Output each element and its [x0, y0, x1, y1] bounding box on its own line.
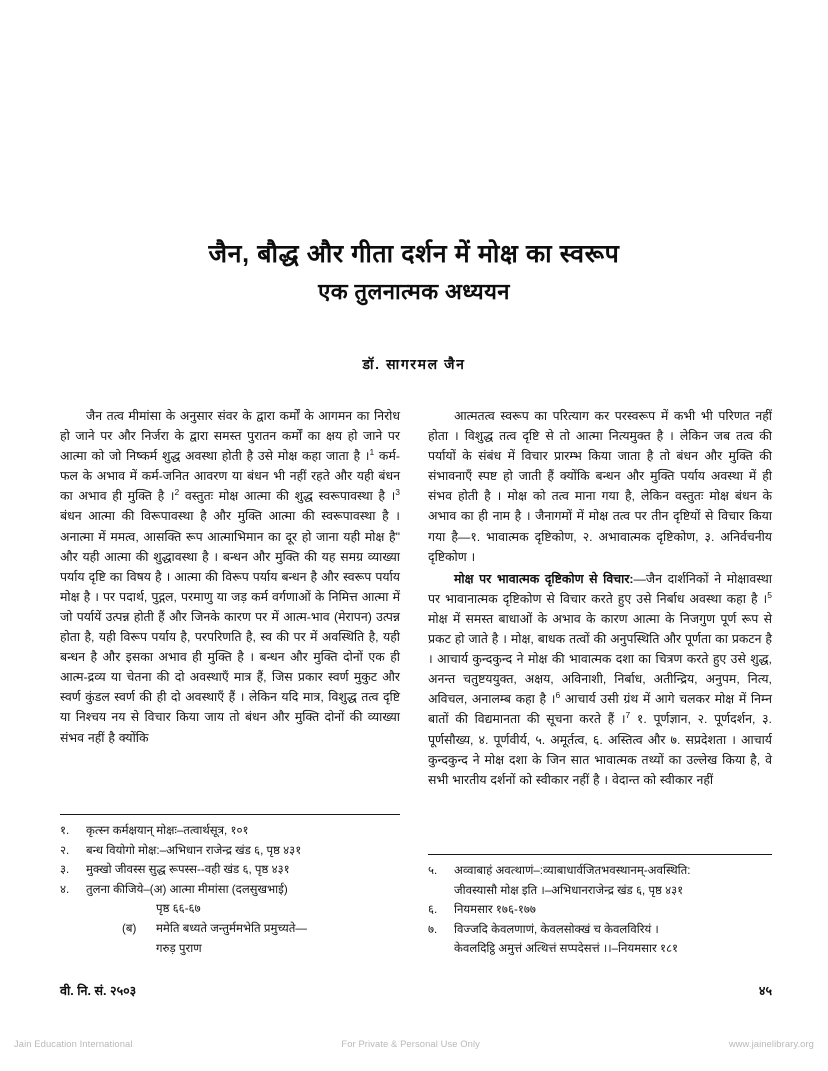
footnote-text: तुलना कीजिये–(अ) आत्मा मीमांसा (दलसुखभाई) [86, 882, 288, 896]
left-p1-seg-c: वस्तुतः मोक्ष आत्मा की शुद्ध स्वरूपावस्था है । [179, 489, 396, 504]
left-p1-seg-a: जैन तत्व मीमांसा के अनुसार संवर के द्वारा कर्मों के आगमन का निरोध हो जाने पर और निर्जरा के द्वारा समस्त पुरातन कर्मों का क्षय हो जाने पर आत्मा को जो निष्कर्म शुद्ध अवस्था होती है उसे मोक्ष कहा जाता है । [60, 409, 400, 464]
footnote-number: ६. [428, 903, 438, 917]
article-subtitle: एक तुलनात्मक अध्ययन [318, 279, 510, 304]
right-column-text [428, 406, 772, 790]
footnote-ref-3: 3 [395, 487, 400, 498]
volume-info: वी. नि. सं. २५०३ [60, 984, 137, 998]
left-column-text [60, 406, 400, 748]
footnote-subitem-text: ममेति बध्यते जन्तुर्ममभेति प्रमुच्यते— [156, 921, 307, 935]
footnote-rule-left [60, 814, 400, 815]
right-p2-seg-d: १. पूर्णज्ञान, २. पूर्णदर्शन, ३. पूर्णसौख्य, ४. पूर्णवीर्य, ५. अमूर्तत्व, ६. अस्तित्व और ७. सप्रदेशता । आचार्य कुन्दकुन्द ने मोक्ष दशा के जिन सात भावात्मक तथ्यों का उल्लेख किया है, वे सभी भारतीय दर्शनों को स्वीकार नहीं है । वेदान्त को स्वीकार नहीं [428, 712, 772, 787]
footnote-text: विज्जदि केवलणाणं, केवलसोक्खं च केवलविरियं । [454, 922, 659, 936]
footnote-item [60, 880, 400, 900]
footnote-ref-2: 2 [174, 487, 180, 498]
left-footnote-list [60, 821, 400, 958]
article-author: डॉ. सागरमल जैन [362, 356, 466, 372]
right-footnote-block [428, 854, 772, 959]
footnote-continuation: जीवस्यासौ मोक्ष इति ।–अभिधानराजेन्द्र खंड ६, पृष्ठ ४३१ [454, 883, 684, 897]
watermark-left: Jain Education International [14, 1038, 133, 1049]
footnote-ref-1: 1 [369, 447, 375, 458]
footnote-continuation: पृष्ठ ६६-६७ [156, 902, 201, 916]
footnote-text: बन्ध वियोगो मोक्ष:–अभिधान राजेन्द्र खंड ६, पृष्ठ ४३१ [86, 843, 302, 857]
footnote-text: नियमसार १७६-१७७ [454, 903, 536, 917]
footnote-number: ७. [428, 922, 438, 936]
footnote-number: १. [60, 824, 70, 837]
title-block [60, 238, 768, 307]
footnote-number: २. [60, 843, 70, 857]
right-paragraph-1: आत्मतत्व स्वरूप का परित्याग कर परस्वरूप में कभी भी परिणत नहीं होता । विशुद्ध तत्व दृष्टि से तो आत्मा नित्यमुक्त है । लेकिन जब तत्व की पर्यायों के संबंध में विचार प्रारम्भ किया जाता है तो बंधन और मुक्ति की संभावनाएँ स्पष्ट हो जाती हैं क्योंकि बन्धन और मुक्ति पर्याय अवस्था में ही संभव होती है । मोक्ष को तत्व माना गया है, लेकिन वस्तुतः मोक्ष बंधन के अभाव का ही नाम है । जैनागमों में मोक्ष तत्व पर तीन दृष्टियों से विचार किया गया है—१. भावात्मक दृष्टिकोण, २. अभावात्मक दृष्टिकोण, ३. अनिर्वचनीय दृष्टिकोण । [428, 409, 772, 564]
digital-library-watermark [0, 1038, 828, 1049]
footnote-ref-6: 6 [555, 690, 561, 701]
footnote-text: मुक्खो जीवस्स सुद्ध रूपस्स--वही खंड ६, पृष्ठ ४३१ [86, 863, 290, 877]
section-heading-bhavatmak: मोक्ष पर भावात्मक दृष्टिकोण से विचार: [454, 571, 634, 586]
page-footer [60, 982, 772, 999]
footnote-item [60, 860, 400, 880]
footnote-item [428, 900, 772, 920]
left-column [60, 406, 400, 790]
footnote-subitem [60, 919, 400, 939]
footnote-item [60, 821, 400, 841]
footnote-number: ३. [60, 863, 70, 877]
right-p2-seg-a: —जैन दार्शनिकों ने मोक्षावस्था पर भावानात्मक दृष्टिकोण से विचार करते हुए उसे निर्बाध अवस्था कहा है । [428, 571, 772, 606]
article-title-line-1: जैन, बौद्ध और गीता दर्शन में मोक्ष का स्वरूप [208, 240, 620, 268]
body-columns [60, 406, 772, 790]
left-paragraph-1 [60, 406, 400, 748]
footnote-rule-right [428, 854, 772, 855]
right-footnote-list [428, 861, 772, 959]
footnote-ref-7: 7 [625, 710, 631, 721]
page-number: ४५ [758, 984, 772, 998]
right-column [428, 406, 772, 790]
right-paragraph-2 [428, 569, 772, 790]
footnote-number: ४. [60, 882, 70, 896]
right-p2-seg-c: आचार्य उसी ग्रंथ में आगे चलकर मोक्ष में निम्न बातों की विद्यमानता की सूचना करते हैं । [428, 692, 773, 727]
left-footnote-block [60, 814, 400, 958]
footnote-item [428, 920, 772, 940]
watermark-right: www.jainelibrary.org [728, 1038, 814, 1049]
footnote-item [428, 861, 772, 881]
footnote-continuation: केवलदिट्ठि अमुत्तं अत्थित्तं सप्पदेसत्तं ।।–नियमसार १८१ [454, 942, 679, 956]
left-p1-seg-d: बंधन आत्मा की विरूपावस्था है और मुक्ति आत्मा की स्वरूपावस्था है । अनात्मा में ममत्व, आसक्ति रूप आत्माभिमान का दूर हो जाना यही मोक्ष है" और यही आत्मा की शुद्धावस्था है । बन्धन और मुक्ति की यह समग्र व्याख्या पर्याय दृष्टि का विषय है । आत्मा की विरूप पर्याय बन्धन है और स्वरूप पर्याय मोक्ष है । पर पदार्थ, पुद्गल, परमाणु या जड़ कर्म वर्गणाओं के निमित्त आत्मा में जो पर्यायें उत्पन्न होती हैं और जिनके कारण पर में आत्म-भाव (मेरापन) उत्पन्न होता है, यही विरूप पर्याय है, परपरिणति है, स्व की पर में अवस्थिति है, यही बन्धन है और इसका अभाव ही मुक्ति है । बन्धन और मुक्ति दोनों एक ही आत्म-द्रव्य या चेतना की दो अवस्थाएँ मात्र हैं, जिस प्रकार स्वर्ण मुकुट और स्वर्ण कुंडल स्वर्ण की ही दो अवस्थाएँ हैं । लेकिन यदि मात्र, विशुद्ध तत्व दृष्टि या निश्चय नय से विचार किया जाय तो बंधन और मुक्ति दोनों की व्याख्या संभव नहीं है क्योंकि [60, 509, 400, 745]
footnote-subitem-label: (ब) [122, 921, 137, 935]
footnote-text: कृत्स्न कर्मक्षयान् मोक्षः–तत्वार्थसूत्र, १०१ [86, 824, 249, 837]
watermark-center: For Private & Personal Use Only [341, 1038, 480, 1049]
footnote-item [60, 841, 400, 861]
footnote-subitem-continuation: गरुड़ पुराण [156, 941, 202, 955]
footnote-text: अव्वाबाहं अवत्थाणं–:व्याबाधार्वजितभवस्थानम्-अवस्थिति: [454, 864, 691, 877]
footnote-ref-5: 5 [767, 589, 772, 600]
left-p1-seg-b: कर्म-फल के अभाव में कर्म-जनित आवरण या बंधन भी नहीं रहते और यही बंधन का अभाव ही मुक्ति है । [60, 449, 400, 504]
footnote-number: ५. [428, 864, 438, 877]
right-p2-seg-b: मोक्ष में समस्त बाधाओं के अभाव के कारण आत्मा के निजगुण पूर्ण रूप से प्रकट हो जाते है । मोक्ष, बाधक तत्वों की अनुपस्थिति और पूर्णता का प्रकटन है । आचार्य कुन्दकुन्द ने मोक्ष की भावात्मक दशा का चित्रण करते हुए उसे शुद्ध, अनन्त चतुष्टययुक्त, अक्षय, अविनाशी, निर्बाध, अतीन्द्रिय, अनुपम, नित्य, अविचल, अनालम्ब कहा है । [428, 611, 772, 707]
